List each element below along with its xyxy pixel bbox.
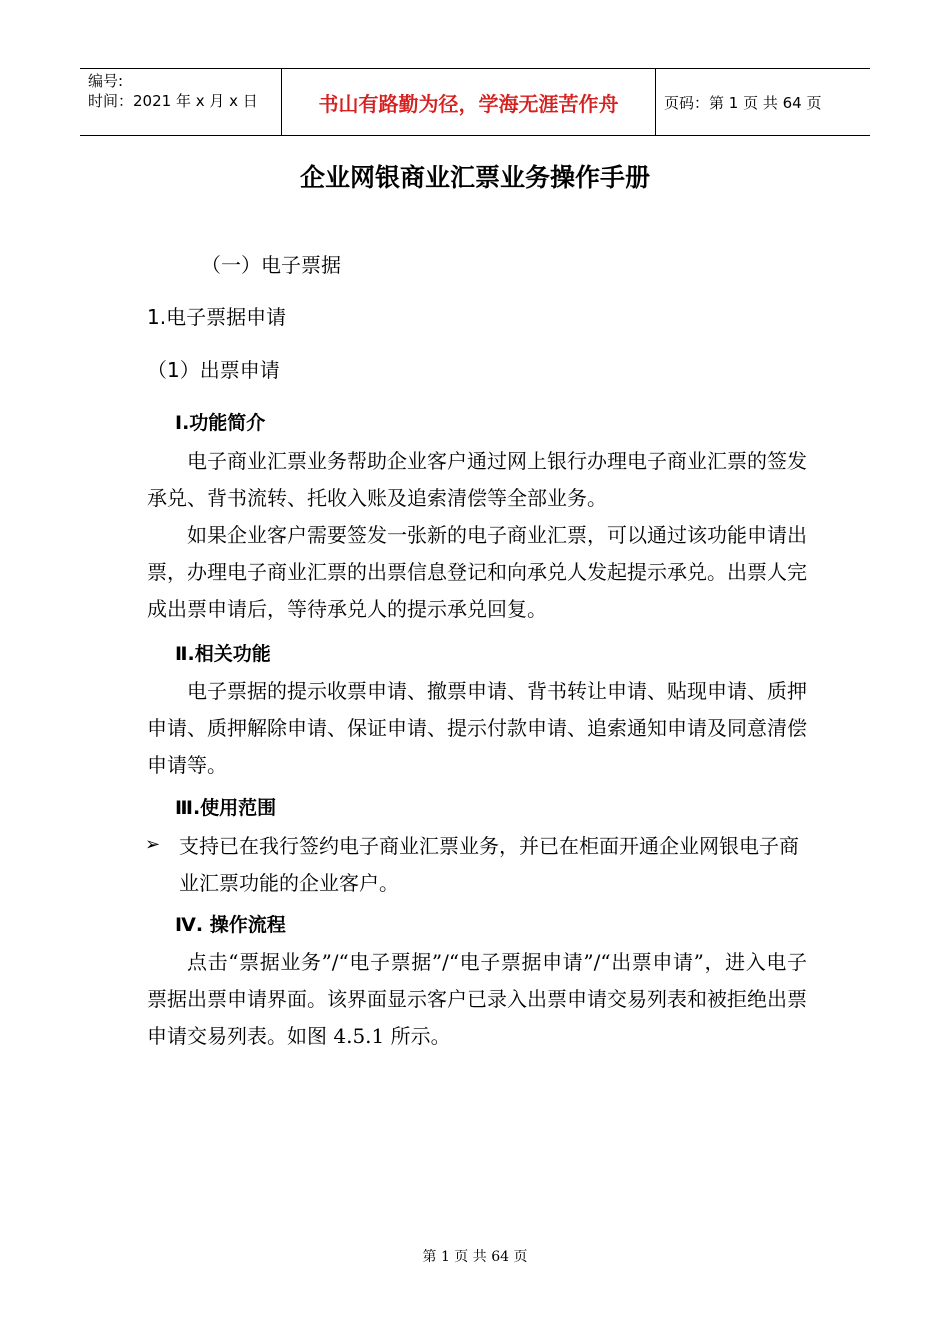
paragraph-function-intro-1: 电子商业汇票业务帮助企业客户通过网上银行办理电子商业汇票的签发承兑、背书流转、托收入账及追索清偿等全部业务。 xyxy=(147,449,807,510)
bullet-arrow-icon: ➢ xyxy=(145,834,161,855)
heading-usage-scope: Ⅲ.使用范围 xyxy=(175,797,277,819)
document-title: 企业网银商业汇票业务操作手册 xyxy=(299,163,650,192)
item-heading: （1）出票申请 xyxy=(147,358,280,382)
heading-operation-flow: Ⅳ. 操作流程 xyxy=(175,914,286,936)
document-date: 时间：2021 年 x 月 x 日 xyxy=(88,92,258,110)
heading-function-intro: Ⅰ.功能简介 xyxy=(175,412,266,434)
header-page-info: 页码：第 1 页 共 64 页 xyxy=(664,93,822,112)
page-header xyxy=(80,68,870,136)
paragraph-related-functions: 电子票据的提示收票申请、撤票申请、背书转让申请、贴现申请、质押申请、质押解除申请、保证申请、提示付款申请、追索通知申请及同意清偿申请等。 xyxy=(147,679,807,777)
document-number-label: 编号: xyxy=(88,72,124,90)
bullet-usage-scope: 支持已在我行签约电子商业汇票业务，并已在柜面开通企业网银电子商业汇票功能的企业客户。 xyxy=(179,834,799,895)
section-heading: （一）电子票据 xyxy=(201,253,341,277)
subsection-heading: 1.电子票据申请 xyxy=(147,305,287,329)
paragraph-operation-flow: 点击“票据业务”/“电子票据”/“电子票据申请”/“出票申请”，进入电子票据出票申请界面。该界面显示客户已录入出票申请交易列表和被拒绝出票申请交易列表。如图 4.5.1 所示。 xyxy=(147,950,807,1048)
paragraph-function-intro-2: 如果企业客户需要签发一张新的电子商业汇票，可以通过该功能申请出票，办理电子商业汇票的出票信息登记和向承兑人发起提示承兑。出票人完成出票申请后，等待承兑人的提示承兑回复。 xyxy=(147,523,807,621)
heading-related-functions: Ⅱ.相关功能 xyxy=(175,643,271,665)
header-motto: 书山有路勤为径，学海无涯苦作舟 xyxy=(281,69,656,135)
header-meta xyxy=(88,71,278,111)
page-footer: 第 1 页 共 64 页 xyxy=(422,1249,528,1265)
